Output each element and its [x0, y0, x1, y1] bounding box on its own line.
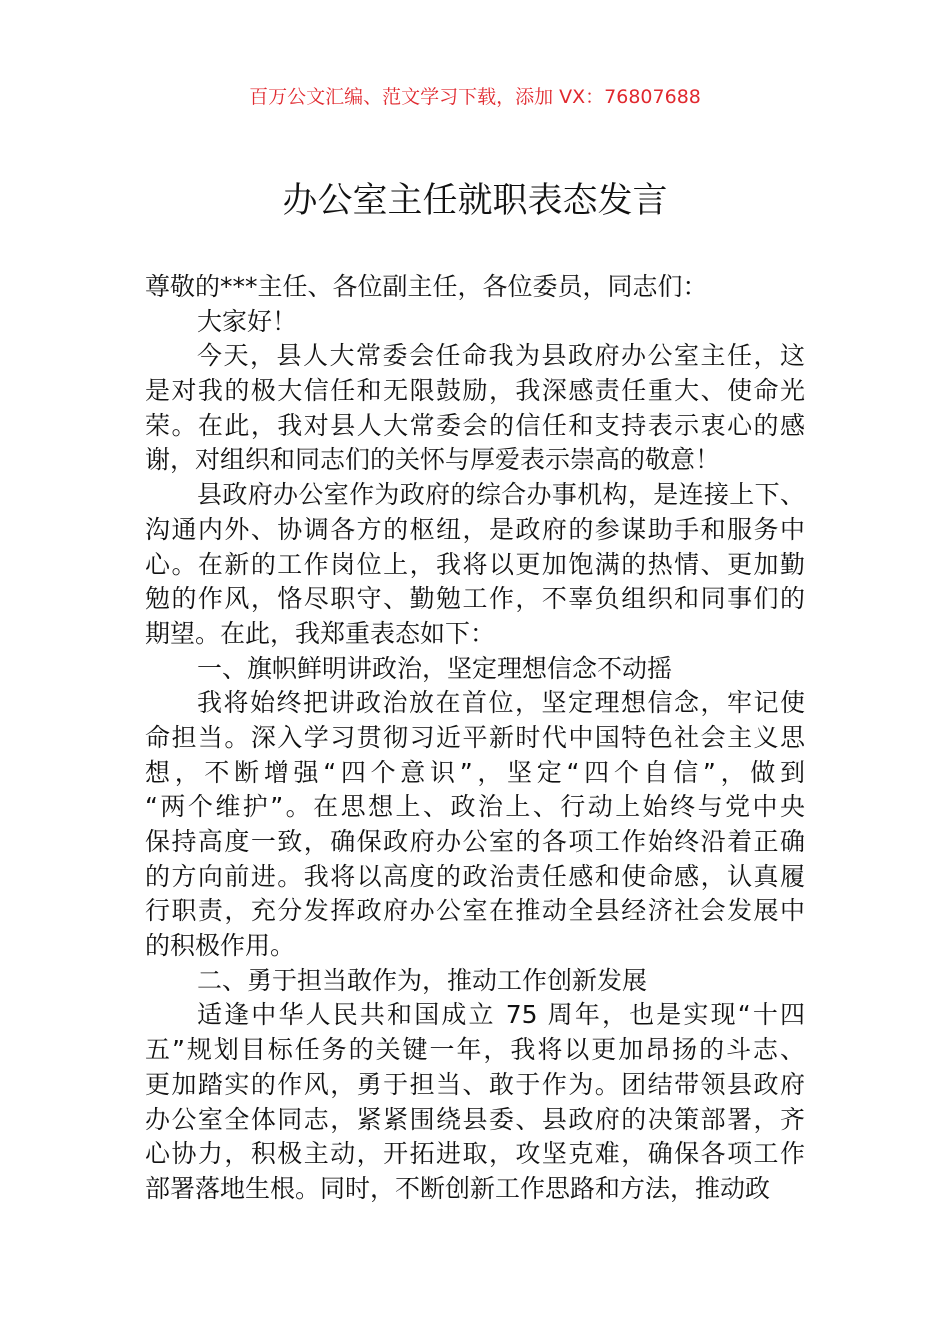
text-line: 今天，县人大常委会任命我为县政府办公室主任，这 [197, 341, 805, 371]
paragraph [145, 686, 805, 964]
text-line: 想，不断增强“四个意识”，坚定“四个自信”，做到 [145, 757, 805, 787]
text-line: 部署落地生根。同时，不断创新工作思路和方法，推动政 [145, 1173, 771, 1203]
paragraph [145, 270, 805, 305]
text-line: 期望。在此，我郑重表态如下： [145, 618, 496, 648]
text-line: 命担当。深入学习贯彻习近平新时代中国特色社会主义思 [145, 722, 805, 752]
text-line: 谢，对组织和同志们的关怀与厚爱表示崇高的敬意！ [145, 445, 721, 475]
paragraph [145, 305, 805, 340]
text-line: 沟通内外、协调各方的枢纽，是政府的参谋助手和服务中 [145, 514, 805, 544]
text-line: 五”规划目标任务的关键一年，我将以更加昂扬的斗志、 [145, 1035, 805, 1065]
text-line: 适逢中华人民共和国成立 75 周年，也是实现“十四 [197, 1000, 805, 1030]
text-line: 尊敬的***主任、各位副主任，各位委员，同志们： [145, 272, 708, 301]
text-line: 更加踏实的作风，勇于担当、敢于作为。团结带领县政府 [145, 1069, 805, 1099]
text-line: 的方向前进。我将以高度的政治责任感和使命感，认真履 [145, 861, 805, 891]
paragraph [145, 478, 805, 651]
text-line: 大家好！ [197, 306, 298, 336]
text-line: 一、旗帜鲜明讲政治，坚定理想信念不动摇 [197, 653, 673, 683]
paragraph [145, 964, 805, 999]
text-line: 行职责，充分发挥政府办公室在推动全县经济社会发展中 [145, 896, 805, 926]
text-line: 保持高度一致，确保政府办公室的各项工作始终沿着正确 [145, 827, 805, 856]
text-line: 是对我的极大信任和无限鼓励，我深感责任重大、使命光 [145, 376, 805, 406]
text-line: 的积极作用。 [145, 931, 296, 961]
document-title: 办公室主任就职表态发言 [282, 181, 668, 221]
watermark-header: 百万公文汇编、范文学习下载，添加 VX：76807688 [249, 86, 701, 108]
text-line: 办公室全体同志，紧紧围绕县委、县政府的决策部署，齐 [145, 1104, 805, 1134]
text-line: 我将始终把讲政治放在首位，坚定理想信念，牢记使 [197, 688, 805, 718]
text-line: “两个维护”。在思想上、政治上、行动上始终与党中央 [145, 792, 805, 822]
document-body [145, 270, 805, 1207]
text-line: 荣。在此，我对县人大常委会的信任和支持表示衷心的感 [145, 410, 805, 440]
text-line: 勉的作风，恪尽职守、勤勉工作，不辜负组织和同事们的 [145, 584, 805, 614]
paragraph [145, 998, 805, 1206]
text-line: 心。在新的工作岗位上，我将以更加饱满的热情、更加勤 [145, 549, 805, 579]
text-line: 县政府办公室作为政府的综合办事机构，是连接上下、 [197, 480, 805, 510]
paragraph [145, 652, 805, 687]
paragraph [145, 339, 805, 478]
text-line: 心协力，积极主动，开拓进取，攻坚克难，确保各项工作 [145, 1139, 805, 1169]
text-line: 二、勇于担当敢作为，推动工作创新发展 [197, 965, 648, 995]
